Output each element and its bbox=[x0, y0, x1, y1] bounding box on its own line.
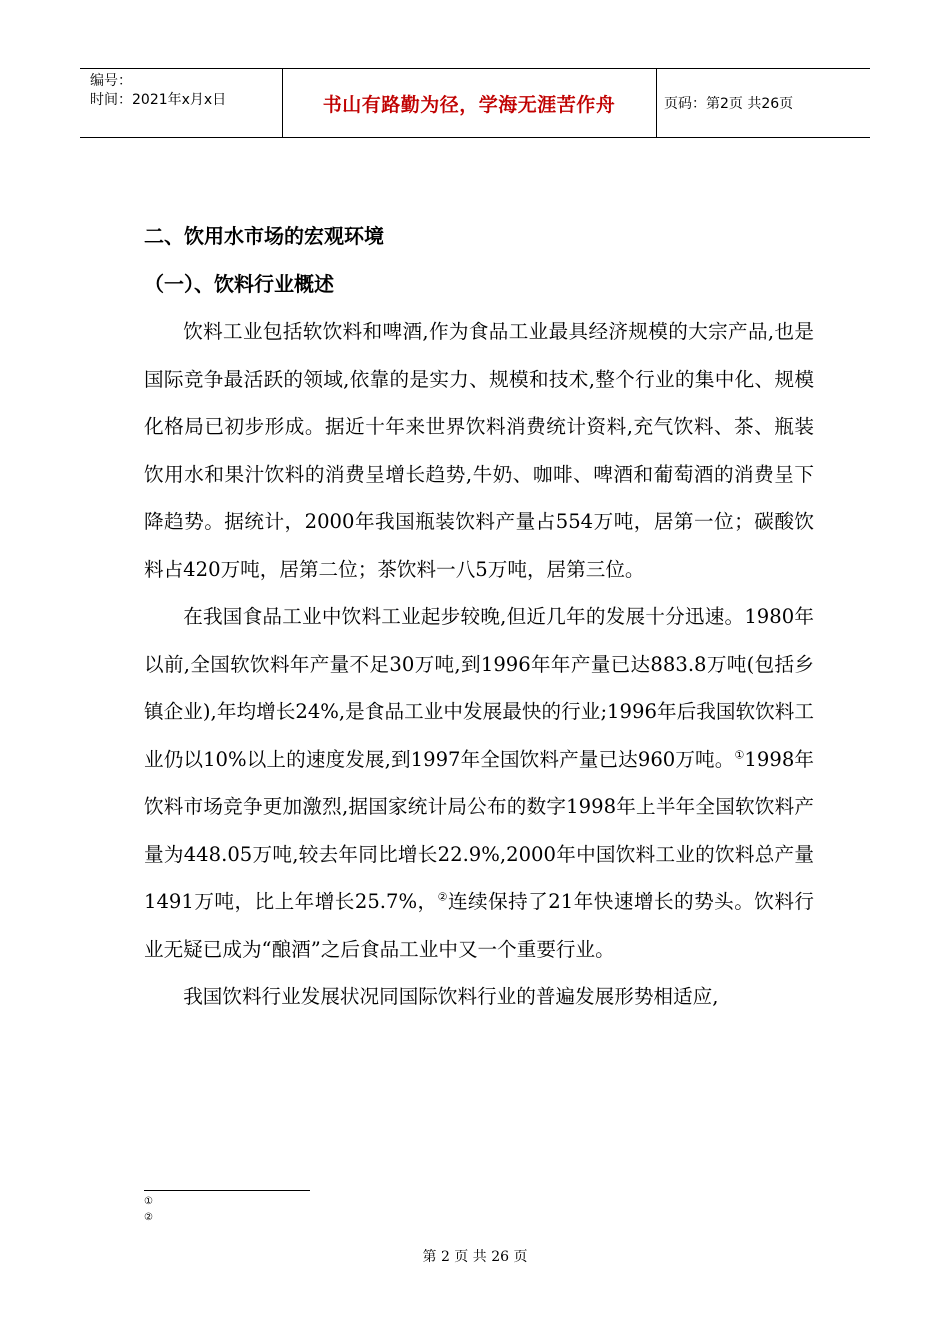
footnote-2: ② bbox=[144, 1212, 153, 1223]
paragraph-1: 饮料工业包括软饮料和啤酒,作为食品工业最具经济规模的大宗产品,也是国际竞争最活跃的领域,依靠的是实力、规模和技术,整个行业的集中化、规模化格局已初步形成。据近十年来世界饮料消费统计资料,充气饮料、茶、瓶装饮用水和果汁饮料的消费呈增长趋势,牛奶、咖啡、啤酒和葡萄酒的消费呈下降趋势。据统计，2000年我国瓶装饮料产量占554万吨，居第一位；碳酸饮料占420万吨，居第二位；茶饮料一八5万吨，居第三位。 bbox=[144, 320, 814, 581]
subsection-title: （一）、饮料行业概述 bbox=[144, 272, 334, 296]
paragraph-2-part-b: 1998年饮料市场竞争更加激烈,据国家统计局公布的数字1998年上半年全国软饮料产量为448.05万吨,较去年同比增长22.9%,2000年中国饮料工业的饮料总产量1491万吨，比上年增长25.7%， bbox=[144, 747, 814, 913]
paragraph-2-part-c: 连续保持了21年快速增长的势头。饮料行业无疑已成为“酿酒”之后食品工业中又一个重要行业。 bbox=[144, 890, 815, 961]
section-title: 二、饮用水市场的宏观环境 bbox=[144, 224, 384, 248]
page-header bbox=[80, 68, 870, 138]
footnote-ref-2: ② bbox=[437, 890, 448, 904]
document-body bbox=[144, 212, 814, 1021]
header-motto-cell bbox=[282, 69, 657, 137]
document-number-label: 编号： bbox=[90, 73, 132, 89]
paragraph-2-part-a: 在我国食品工业中饮料工业起步较晚,但近几年的发展十分迅速。1980年以前,全国软饮料年产量不足30万吨,到1996年年产量已达883.8万吨(包括乡镇企业),年均增长24%,是食品工业中发展最快的行业;1996年后我国软饮料工业仍以10%以上的速度发展,到1997年全国饮料产量已达960万吨。 bbox=[144, 605, 814, 771]
motto: 书山有路勤为径，学海无涯苦作舟 bbox=[322, 93, 616, 116]
header-page-cell bbox=[656, 69, 870, 137]
document-date: 时间：2021年x月x日 bbox=[90, 92, 227, 108]
footnote-ref-1: ① bbox=[734, 747, 745, 761]
page-footer: 第 2 页 共 26 页 bbox=[422, 1249, 528, 1265]
footnote-1: ① bbox=[144, 1196, 153, 1207]
paragraph-2 bbox=[144, 593, 814, 973]
page-code: 页码：第2页 共26页 bbox=[664, 96, 794, 112]
paragraph-3: 我国饮料行业发展状况同国际饮料行业的普遍发展形势相适应, bbox=[183, 985, 719, 1008]
footnote-separator bbox=[144, 1190, 310, 1191]
header-info-cell bbox=[80, 69, 283, 137]
